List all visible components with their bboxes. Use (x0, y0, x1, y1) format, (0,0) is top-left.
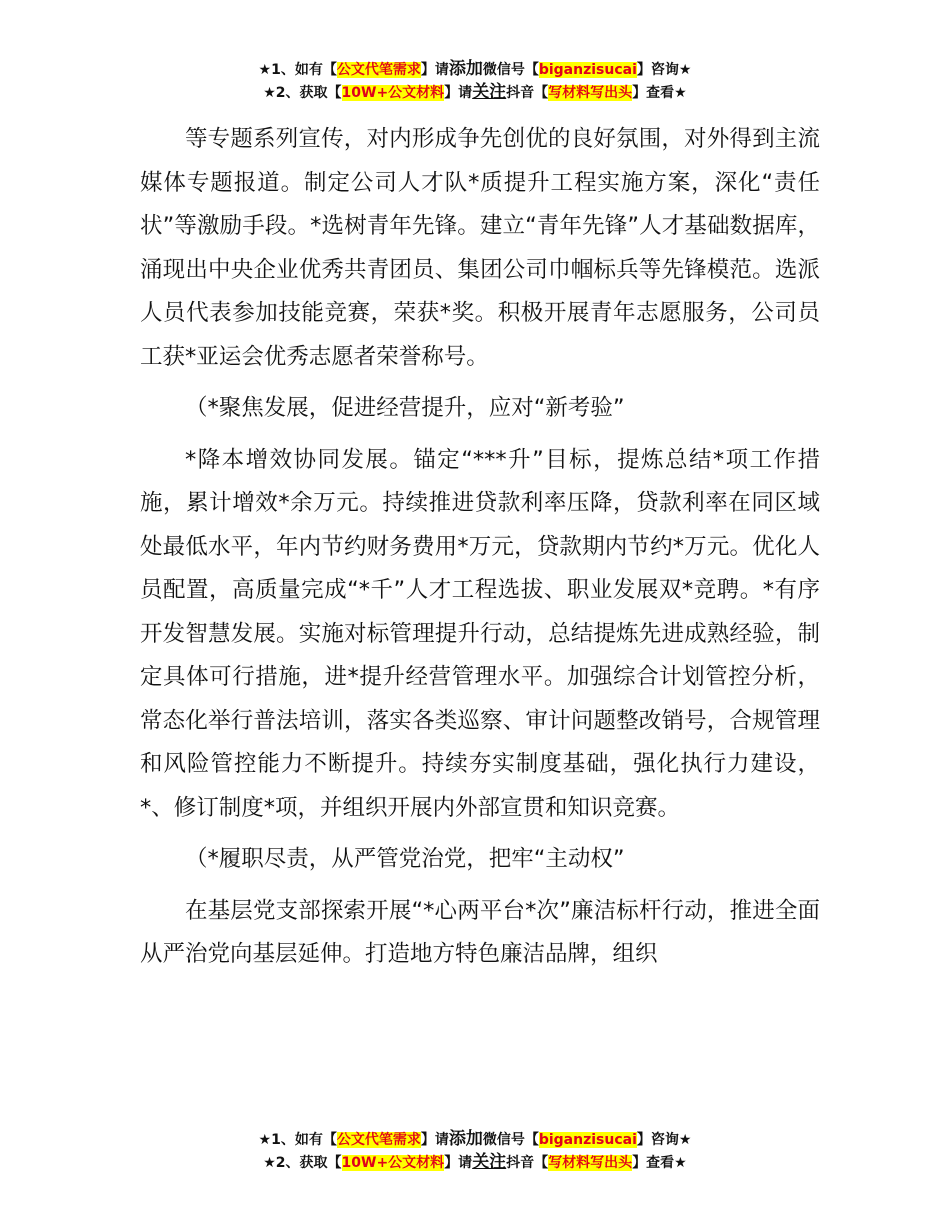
banner-text-follow: 关注 (472, 82, 507, 102)
banner-text: 】请 (444, 1155, 473, 1171)
banner-text: 】咨询★ (636, 62, 692, 78)
document-body (140, 118, 820, 977)
header-banner-line1 (0, 58, 950, 81)
highlight-wechat-id: biganzisucai (538, 1132, 637, 1148)
paragraph: *降本增效协同发展。锚定“***升”目标，提炼总结*项工作措施，累计增效*余万元。持续推进贷款利率压降，贷款利率在同区域处最低水平，年内节约财务费用*万元，贷款期内节约*万元。优化人员配置，高质量完成“*千”人才工程选拔、职业发展双*竞聘。*有序开发智慧发展。实施对标管理提升行动，总结提炼先进成熟经验，制定具体可行措施，进*提升经营管理水平。加强综合计划管控分析，常态化举行普法培训，落实各类巡察、审计问题整改销号，合规管理和风险管控能力不断提升。持续夯实制度基础，强化执行力建设，*、修订制度*项，并组织开展内外部宣贯和知识竞赛。 (140, 446, 820, 821)
banner-text: 】查看★ (632, 1155, 687, 1171)
banner-text: ★1、如有【 (258, 62, 337, 78)
section-heading: （*聚焦发展，促进经营提升，应对“新考验” (185, 395, 625, 421)
banner-text: 】查看★ (632, 85, 687, 101)
banner-text-add: 添加 (448, 1129, 483, 1149)
highlight-wechat-id: biganzisucai (538, 62, 637, 78)
highlight-materials: 10W+公文材料 (341, 1155, 445, 1171)
header-banner-line2 (0, 81, 950, 104)
paragraph: 等专题系列宣传，对内形成争先创优的良好氛围，对外得到主流媒体专题报道。制定公司人才队*质提升工程实施方案，深化“责任状”等激励手段。*选树青年先锋。建立“青年先锋”人才基础数据库，涌现出中央企业优秀共青团员、集团公司巾帼标兵等先锋模范。选派人员代表参加技能竞赛，荣获*奖。积极开展青年志愿服务，公司员工获*亚运会优秀志愿者荣誉称号。 (140, 126, 820, 370)
banner-text: 】请 (420, 62, 449, 78)
highlight-materials: 10W+公文材料 (341, 85, 445, 101)
banner-text: 微信号【 (482, 62, 539, 78)
section-heading: （*履职尽责，从严管党治党，把牢“主动权” (185, 846, 625, 872)
footer-banner-line2 (0, 1151, 950, 1174)
banner-text: ★2、获取【 (263, 85, 342, 101)
banner-text: 抖音【 (506, 85, 549, 101)
banner-text: 】咨询★ (636, 1132, 692, 1148)
footer-banner (0, 1128, 950, 1174)
banner-text: 】请 (420, 1132, 449, 1148)
banner-text: ★2、获取【 (263, 1155, 342, 1171)
banner-text: ★1、如有【 (258, 1132, 337, 1148)
header-banner (0, 58, 950, 104)
paragraph: 在基层党支部探索开展“*心两平台*次”廉洁标杆行动，推进全面从严治党向基层延伸。打造地方特色廉洁品牌，组织 (140, 897, 820, 967)
highlight-douyin: 写材料写出头 (548, 85, 633, 101)
highlight-ghostwriting: 公文代笔需求 (336, 62, 421, 78)
highlight-ghostwriting: 公文代笔需求 (336, 1132, 421, 1148)
banner-text: 抖音【 (506, 1155, 549, 1171)
highlight-douyin: 写材料写出头 (548, 1155, 633, 1171)
banner-text-follow: 关注 (472, 1152, 507, 1172)
footer-banner-line1 (0, 1128, 950, 1151)
banner-text-add: 添加 (448, 59, 483, 79)
banner-text: 微信号【 (482, 1132, 539, 1148)
banner-text: 】请 (444, 85, 473, 101)
